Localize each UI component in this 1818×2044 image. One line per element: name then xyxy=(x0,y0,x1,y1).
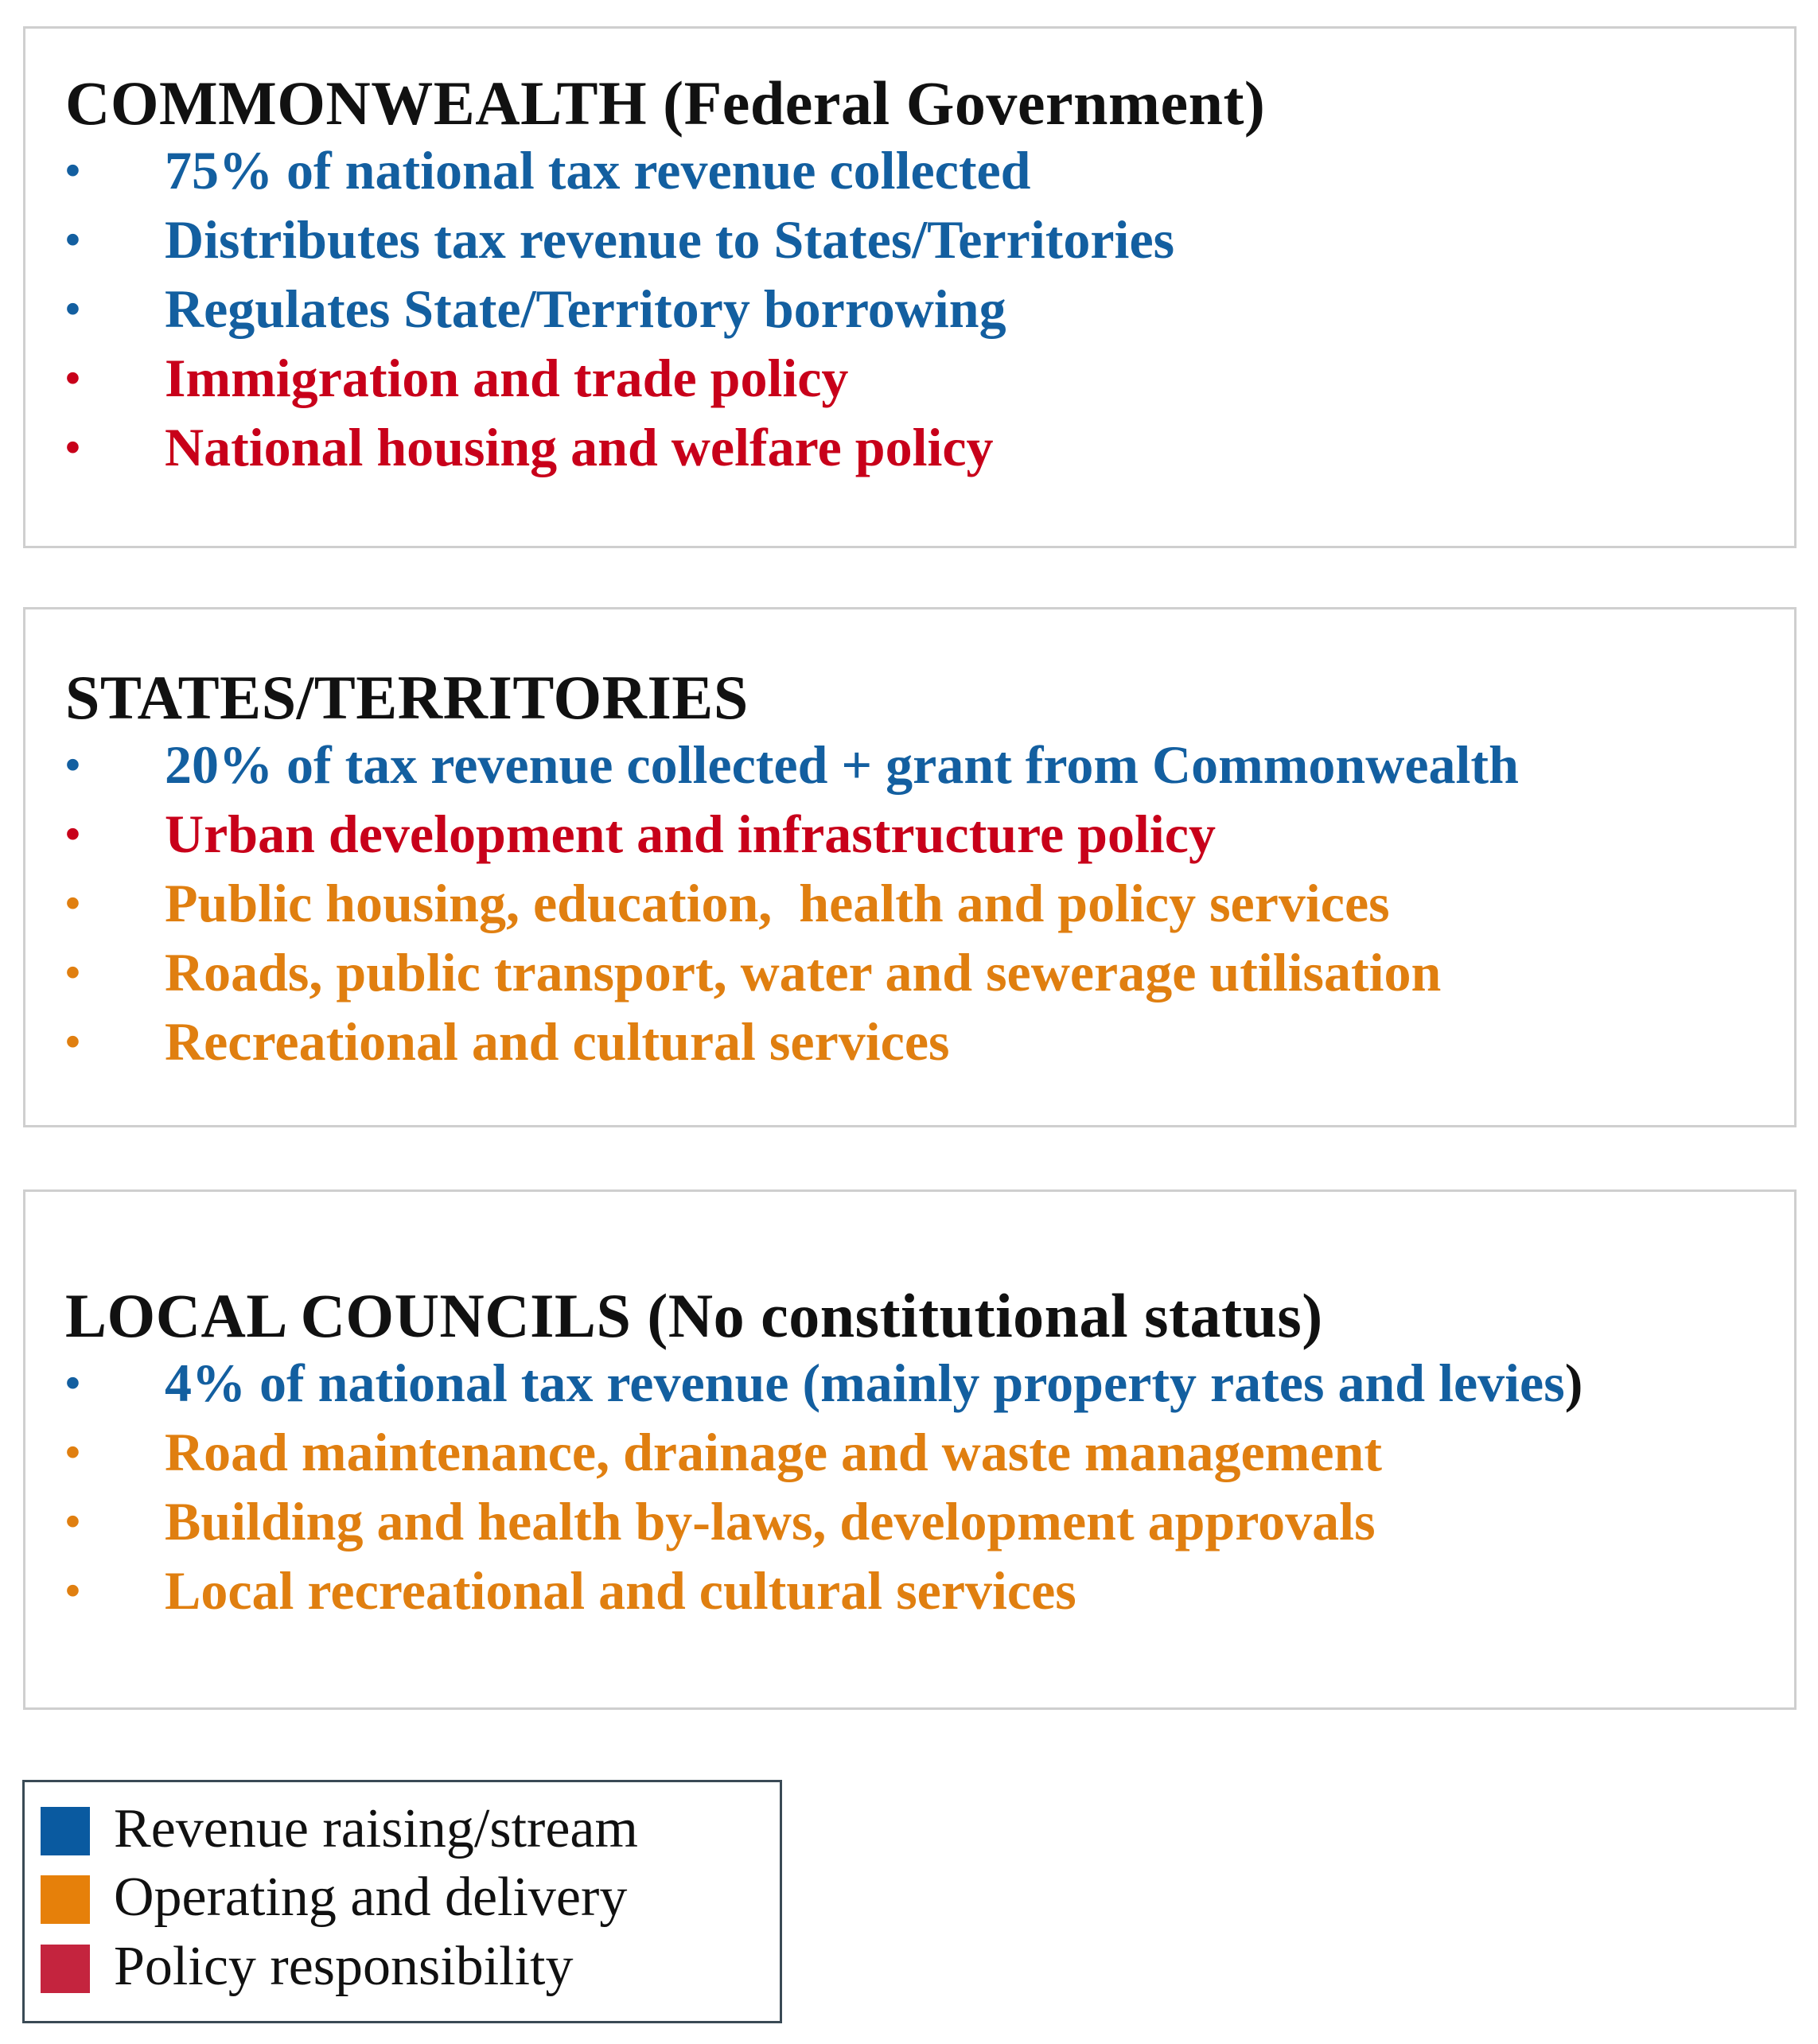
bullet-icon: • xyxy=(65,948,80,996)
list-item xyxy=(65,1349,1583,1418)
tier-list-local-councils xyxy=(65,1349,1583,1625)
bullet-icon: • xyxy=(65,146,80,194)
bullet-icon: • xyxy=(65,1497,80,1545)
list-item xyxy=(65,413,994,482)
bullet-icon: • xyxy=(65,1018,80,1065)
bullet-icon: • xyxy=(65,741,80,788)
item-text-main: 4% of national tax revenue (mainly property rates and levies xyxy=(165,1353,1565,1413)
tier-heading-states: STATES/TERRITORIES xyxy=(65,663,749,732)
item-text: Regulates State/Territory borrowing xyxy=(165,278,1006,339)
item-text: Roads, public transport, water and sewerage utilisation xyxy=(165,942,1442,1003)
item-text: Local recreational and cultural services xyxy=(165,1560,1076,1621)
legend-swatch-policy-icon xyxy=(41,1945,90,1993)
item-text: Recreational and cultural services xyxy=(165,1011,950,1072)
item-text: 20% of tax revenue collected + grant from Commonwealth xyxy=(165,734,1519,795)
tier-list-states xyxy=(65,730,1519,1077)
list-item xyxy=(65,730,1519,800)
item-text: National housing and welfare policy xyxy=(165,417,994,477)
list-item xyxy=(65,1418,1382,1487)
list-item xyxy=(65,274,1006,344)
list-item xyxy=(65,344,849,413)
tier-heading-commonwealth: COMMONWEALTH (Federal Government) xyxy=(65,68,1266,138)
item-text: 75% of national tax revenue collected xyxy=(165,140,1031,201)
item-text: Public housing, education, health and policy services xyxy=(165,873,1390,933)
bullet-icon: • xyxy=(65,216,80,263)
item-text xyxy=(165,1349,1582,1418)
legend-label: Revenue raising/stream xyxy=(114,1798,638,1859)
bullet-icon: • xyxy=(65,1428,80,1476)
tier-heading-local-councils: LOCAL COUNCILS (No constitutional status) xyxy=(65,1281,1323,1350)
bullet-icon: • xyxy=(65,1567,80,1614)
list-item xyxy=(65,205,1175,274)
legend-swatch-revenue-icon xyxy=(41,1807,90,1855)
bullet-icon: • xyxy=(65,423,80,471)
list-item xyxy=(65,1487,1376,1556)
legend-swatch-operating-icon xyxy=(41,1875,90,1924)
list-item xyxy=(65,1556,1076,1625)
list-item xyxy=(65,938,1442,1007)
item-text: Road maintenance, drainage and waste management xyxy=(165,1422,1382,1482)
item-text: Urban development and infrastructure policy xyxy=(165,804,1216,864)
bullet-icon: • xyxy=(65,285,80,333)
tier-box-states xyxy=(23,607,1797,1127)
item-text: Distributes tax revenue to States/Territories xyxy=(165,209,1175,270)
bullet-icon: • xyxy=(65,1359,80,1407)
list-item xyxy=(65,1007,950,1077)
legend xyxy=(22,1780,782,2023)
tier-box-commonwealth xyxy=(23,26,1797,548)
legend-label: Operating and delivery xyxy=(114,1867,628,1928)
bullet-icon: • xyxy=(65,810,80,858)
tier-list-commonwealth xyxy=(65,136,1175,482)
item-text-suffix: ) xyxy=(1564,1353,1583,1413)
list-item xyxy=(65,800,1216,869)
list-item xyxy=(65,869,1390,938)
item-text: Building and health by-laws, development approvals xyxy=(165,1491,1376,1551)
bullet-icon: • xyxy=(65,879,80,927)
tier-box-local-councils xyxy=(23,1189,1797,1710)
list-item xyxy=(65,136,1031,205)
legend-label: Policy responsibility xyxy=(114,1936,574,1997)
item-text: Immigration and trade policy xyxy=(165,348,849,408)
bullet-icon: • xyxy=(65,354,80,402)
